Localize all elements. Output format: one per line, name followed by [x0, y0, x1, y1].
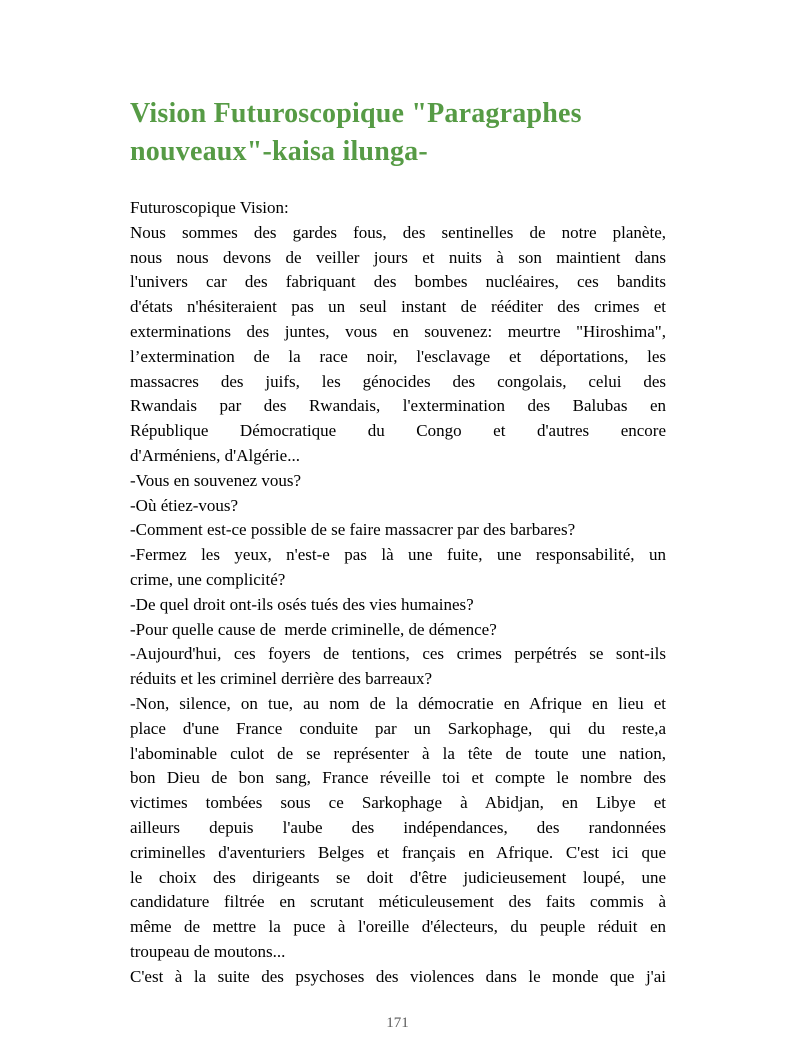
- text-line: le choix des dirigeants se doit d'être judicieusement loupé, une: [130, 867, 666, 887]
- text-line: Futuroscopique Vision:: [130, 198, 289, 217]
- text-line: victimes tombées sous ce Sarkophage à Abidjan, en Libye et: [130, 793, 666, 813]
- text-line: République Démocratique du Congo et d'autres encore: [130, 421, 666, 441]
- page-title: [130, 95, 666, 171]
- text-line: nous nous devons de veiller jours et nuits à son maintient dans: [130, 247, 666, 267]
- text-line: -Où étiez-vous?: [130, 495, 239, 515]
- text-line: réduits et les criminel derrière des barreaux?: [130, 669, 433, 689]
- text-line: -Aujourd'hui, ces foyers de tentions, ces crimes perpétrés se sont-ils: [130, 644, 666, 664]
- text-line: exterminations des juntes, vous en souvenez: meurtre "Hiroshima",: [130, 321, 666, 341]
- text-line: troupeau de moutons...: [130, 941, 286, 961]
- text-line: -Vous en souvenez vous?: [130, 470, 302, 490]
- text-line: massacres des juifs, les génocides des congolais, celui des: [130, 371, 666, 391]
- page-number: 171: [386, 1015, 409, 1031]
- text-line: bon Dieu de bon sang, France réveille toi et compte le nombre des: [130, 768, 666, 788]
- text-line: même de mettre la puce à l'oreille d'électeurs, du peuple réduit en: [130, 917, 666, 937]
- page-title-line-1: Vision Futuroscopique "Paragraphes: [130, 98, 582, 129]
- text-line: -Fermez les yeux, n'est-e pas là une fuite, une responsabilité, un: [130, 545, 666, 565]
- text-line: d'états n'hésiteraient pas un seul instant de rééditer des crimes et: [130, 297, 666, 317]
- page-content: [130, 0, 666, 990]
- text-line: -De quel droit ont-ils osés tués des vies humaines?: [130, 594, 474, 614]
- body-text: [130, 196, 666, 990]
- text-line: criminelles d'aventuriers Belges et français en Afrique. C'est ici que: [130, 842, 666, 862]
- text-line: d'Arméniens, d'Algérie...: [130, 445, 300, 465]
- text-line: Rwandais par des Rwandais, l'extermination des Balubas en: [130, 396, 666, 416]
- text-line: ailleurs depuis l'aube des indépendances, des randonnées: [130, 817, 666, 837]
- text-line: crime, une complicité?: [130, 569, 286, 589]
- text-line: place d'une France conduite par un Sarkophage, qui du reste,a: [130, 718, 666, 738]
- text-line: l'abominable culot de se représenter à la tête de toute une nation,: [130, 743, 666, 763]
- text-line: -Non, silence, on tue, au nom de la démocratie en Afrique en lieu et: [130, 693, 666, 713]
- text-line: l'univers car des fabriquant des bombes nucléaires, ces bandits: [130, 272, 666, 292]
- text-line: C'est à la suite des psychoses des violences dans le monde que j'ai: [130, 966, 666, 986]
- text-line: l’extermination de la race noir, l'esclavage et déportations, les: [130, 346, 666, 366]
- text-line: candidature filtrée en scrutant méticuleusement des faits commis à: [130, 892, 666, 912]
- text-line: -Pour quelle cause de merde criminelle, de démence?: [130, 619, 497, 639]
- page-title-line-2: nouveaux"-kaisa ilunga-: [130, 136, 428, 167]
- text-line: -Comment est-ce possible de se faire massacrer par des barbares?: [130, 520, 576, 540]
- text-line: Nous sommes des gardes fous, des sentinelles de notre planète,: [130, 222, 666, 242]
